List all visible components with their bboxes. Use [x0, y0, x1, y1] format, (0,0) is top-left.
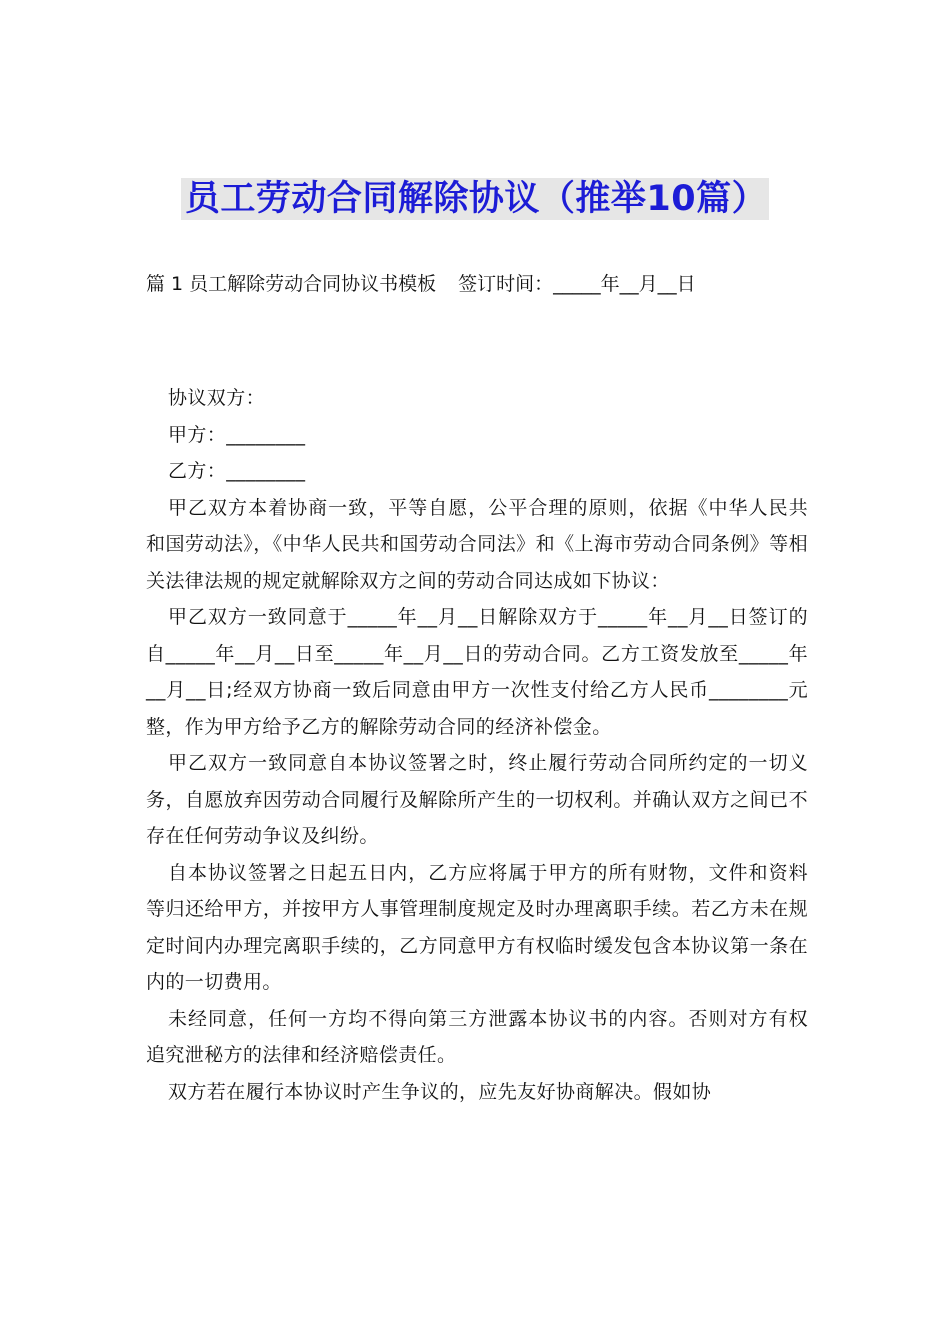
paragraph-preamble: 甲乙双方本着协商一致，平等自愿，公平合理的原则，依据《中华人民共和国劳动法》，《中华人民共和国劳动合同法》和《上海市劳动合同条例》等相关法律法规的规定就解除双方之间的劳动合同达成如下协议：: [146, 496, 808, 592]
title-container: [0, 178, 950, 220]
party-a-line: 甲方：________: [168, 423, 306, 446]
parties-label: 协议双方：: [168, 387, 266, 409]
paragraph-disputes: 双方若在履行本协议时产生争议的，应先友好协商解决。假如协: [168, 1080, 712, 1103]
document-body: [146, 380, 808, 1110]
paragraph-handover: 自本协议签署之日起五日内，乙方应将属于甲方的所有财物，文件和资料等归还给甲方，并按甲方人事管理制度规定及时办理离职手续。若乙方未在规定时间内办理完离职手续的，乙方同意甲方有权临时缓发包含本协议第一条在内的一切费用。: [146, 861, 808, 993]
party-b-line: 乙方：________: [168, 460, 306, 482]
paragraph-confidentiality: 未经同意，任何一方均不得向第三方泄露本协议书的内容。否则对方有权追究泄秘方的法律和经济赔偿责任。: [146, 1007, 808, 1066]
subtitle-heading: 篇 1 员工解除劳动合同协议书模板: [146, 273, 437, 295]
document-title: 员工劳动合同解除协议（推举10篇）: [181, 178, 769, 220]
signing-date: 签订时间：_____年__月__日: [458, 273, 696, 295]
paragraph-termination-terms: 甲乙双方一致同意于_____年__月__日解除双方于_____年__月__日签订的自_____年__月__日至_____年__月__日的劳动合同。乙方工资发放至_____年__月__日;经双方协商一致后同意由甲方一次性支付给乙方人民币________元整，作为甲方给予乙方的解除劳动合同的经济补偿金。: [146, 606, 808, 738]
paragraph-obligations: 甲乙双方一致同意自本协议签署之时，终止履行劳动合同所约定的一切义务，自愿放弃因劳动合同履行及解除所产生的一切权利。并确认双方之间已不存在任何劳动争议及纠纷。: [146, 752, 808, 847]
document-subtitle: [146, 270, 696, 298]
